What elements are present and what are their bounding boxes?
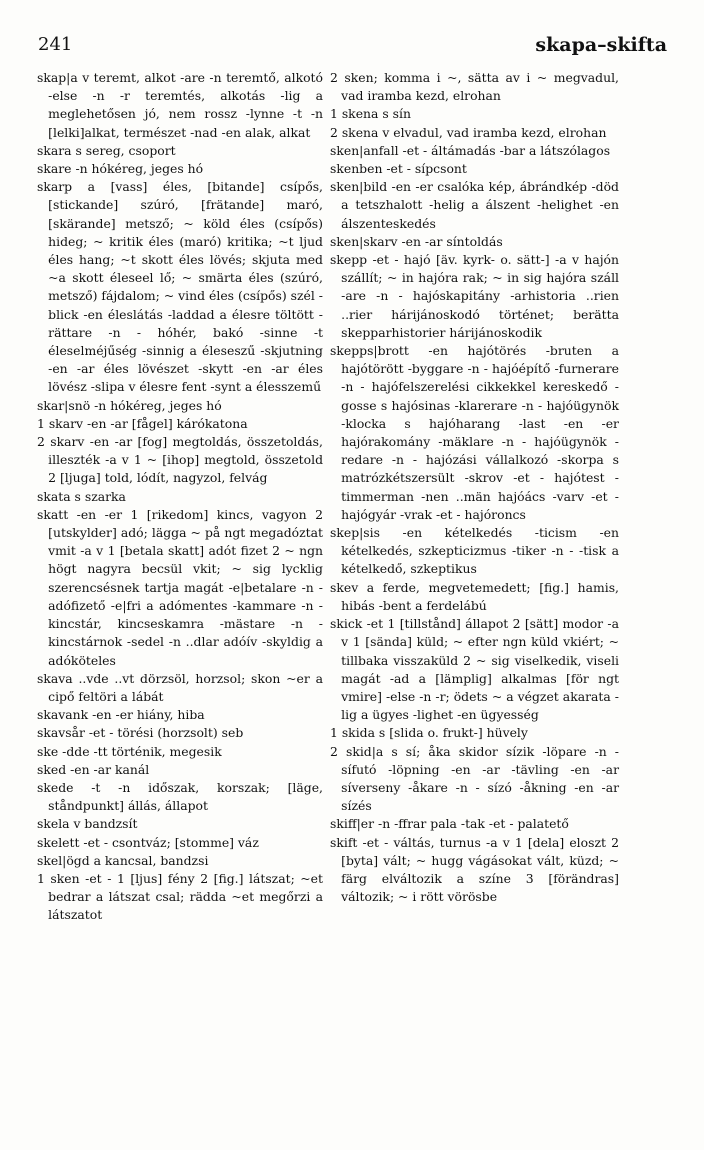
left-column [37,69,323,925]
entry: 2 skid|a s sí; åka skidor sízik -löpare -n - sífutó -löpning -en -ar -tävling -en -ar síverseny -åkare -n - sízó -åkning -en -ar sízés [330,743,619,814]
page-number: 241 [38,34,73,55]
entry: skep|sis -en kételkedés -ticism -en kételkedés, szkepticizmus -tiker -n - -tisk a kételkedő, szkeptikus [330,525,619,577]
entry: skavsår -et - törési (horzsolt) seb [37,725,244,741]
entry: skap|a v teremt, alkot -are -n teremtő, alkotó -else -n -r teremtés, alkotás -lig a meglehetősen jó, nem rossz -lynne -t -n [lelki]alkat, természet -nad -en alak, alkat [37,70,323,140]
entry: skata s szarka [37,488,126,504]
entry: skavank -en -er hiány, hiba [37,707,205,723]
entry: skava ..vde ..vt dörzsöl, horzsol; skon ~er a cipő feltöri a lábát [37,670,323,704]
entry: 1 sken -et - 1 [ljus] fény 2 [fig.] látszat; ~et bedrar a látszat csal; rädda ~et megőrzi a látszatot [37,870,323,923]
entry: skela v bandzsít [37,816,138,832]
entry: sken|skarv -en -ar síntoldás [330,233,503,249]
entry: 2 skarv -en -ar [fog] megtoldás, összetoldás, illeszték -a v 1 ~ [ihop] megtold, összetold 2 [ljuga] told, lódít, nagyzol, felvág [37,434,323,486]
entry: 1 skena s sín [330,106,411,122]
entry: skatt -en -er 1 [rikedom] kincs, vagyon 2 [utskylder] adó; lägga ~ på ngt megadóztat vmit -a v 1 [betala skatt] adót fizet 2 ~ ngn högt nagyra becsül vkit; ~ sig lycklig szerencsésnek tartja magát -e|betalare -n - adófizető -e|fri a adómentes -kammare -n - kincstár, kincseskamra -mästare -n - kincstárnok -sedel -n ..dlar adóív -skyldig a adóköteles [37,506,323,668]
entry: sked -en -ar kanál [37,761,150,777]
entry: sken|bild -en -er csalóka kép, ábrándkép -död a tetszhalott -helig a álszent -helighet -en álszenteskedés [330,179,619,231]
entry: skarp a [vass] éles, [bitande] csípős, [stickande] szúró, [frätande] maró, [skärande] metsző; ~ köld éles (csípős) hideg; ~ kritik éles (maró) kritika; ~t ljud éles hang; ~t skott éles lövés; skjuta med ~a skott éleseel lő; ~ smärta éles (szúró, metsző) fájdalom; ~ vind éles (csípős) szél -blick -en éleslátás -laddad a élesre töltött -rättare -n - hóhér, bakó -sinne -t éleselméjűség -sinnig a éleseszű -skjutning -en -ar éles lövészet -skytt -en -ar éles lövész -slipa v élesre fent -synt a élesszemű [37,179,323,395]
entry: 1 skarv -en -ar [fågel] kárókatona [37,415,248,431]
entry: skara s sereg, csoport [37,142,176,158]
entry: skepps|brott -en hajótörés -bruten a hajótörött -byggare -n - hajóépítő -furnerare -n - hajófelszerelési cikkekkel kereskedő -gosse s hajósinas -klarerare -n - hajóügynök -klocka s hajóharang -last -en -er hajórakomány -mäklare -n - hajóügynök -redare -n - hajózási vállalkozó -skorpa s matrózkétszersült -skrov -et - hajótest -timmerman -nen ..män hajóács -varv -et - hajógyár -vrak -et - hajóroncs [330,343,619,522]
entry: skede -t -n időszak, korszak; [läge, ståndpunkt] állás, állapot [37,779,323,814]
entry: skick -et 1 [tillstånd] állapot 2 [sätt] modor -a v 1 [sända] küld; ~ efter ngn küld vkiért; ~ tillbaka visszaküld 2 ~ sig viselkedik, viseli magát -ad a [lämplig] alkalmas [för ngt vmire] -else -n -r; ödets ~ a végzet akarata -lig a ügyes -lighet -en ügyesség [330,616,619,723]
entry: skev a ferde, megvetemedett; [fig.] hamis, hibás -bent a ferdelábú [330,579,619,613]
entry: sken|anfall -et - áltámadás -bar a látszólagos [330,142,611,158]
entry: skar|snö -n hókéreg, jeges hó [37,397,222,413]
entry: skelett -et - csontváz; [stomme] váz [37,834,259,850]
right-column [330,69,619,906]
entry: skare -n hókéreg, jeges hó [37,161,204,177]
entry: skiff|er -n -ffrar pala -tak -et - palatető [330,816,569,832]
entry: skenben -et - sípcsont [330,161,467,177]
entry: skepp -et - hajó [äv. kyrk- o. sätt-] -a v hajón szállít; ~ in hajóra rak; ~ in sig hajóra száll -are -n - hajóskapitány -arhistoria ..rien ..rier hárijánoskodó történet; berätta skepparhistorier hárijánoskodik [330,252,619,340]
entry: skift -et - váltás, turnus -a v 1 [dela] eloszt 2 [byta] vált; ~ hugg vágásokat vált, küzd; ~ färg elváltozik a színe 3 [förändras] változik; ~ i rött vörösbe [330,834,619,905]
entry: ske -dde -tt történik, megesik [37,743,222,759]
entry: skel|ögd a kancsal, bandzsi [37,852,209,868]
running-head: skapa–skifta [535,34,667,56]
entry: 2 sken; komma i ~, sätta av i ~ megvadul, vad iramba kezd, elrohan [330,70,619,104]
entry: 2 skena v elvadul, vad iramba kezd, elrohan [330,124,607,140]
entry: 1 skida s [slida o. frukt-] hüvely [330,725,528,741]
